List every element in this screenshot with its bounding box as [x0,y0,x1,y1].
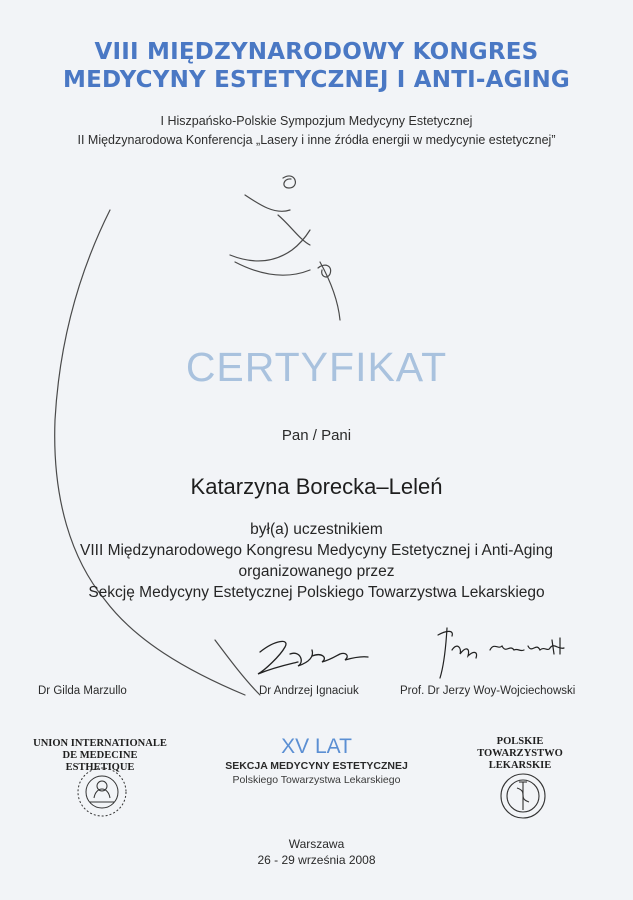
certificate-text-line3: organizowanego przez [238,563,395,580]
section-name: SEKCJA MEDYCYNY ESTETYCZNEJ [225,760,408,772]
uime-name-line1: UNION INTERNATIONALE [33,738,167,749]
recipient-name: Katarzyna Borecka–Leleń [190,474,443,499]
footer-date: 26 - 29 września 2008 [257,853,376,867]
signature-ignaciuk-icon [250,632,380,682]
certificate-text-line4: Sekcję Medycyny Estetycznej Polskiego Towarzystwa Lekarskiego [88,584,545,601]
section-society: Polskiego Towarzystwa Lekarskiego [232,774,401,786]
ptl-name-line2: TOWARZYSTWO LEKARSKIE [477,748,563,771]
ptl-name [450,736,590,772]
certificate-text-line1: był(a) uczestnikiem [250,521,383,538]
signature-woy-wojciechowski-icon [432,620,572,680]
salutation: Pan / Pani [281,427,352,444]
xv-lat-title: XV LAT [281,735,352,758]
conference-subtitle: II Międzynarodowa Konferencja „Lasery i inne źródła energii w medycynie estetycznej” [77,133,556,147]
symposium-subtitle: I Hiszpańsko-Polskie Sympozjum Medycyny Estetycznej [160,114,473,128]
signature-label-ignaciuk: Dr Andrzej Ignaciuk [259,685,359,697]
signature-label-marzullo: Dr Gilda Marzullo [38,685,127,697]
ptl-emblem-icon [498,768,548,824]
ptl-name-line1: POLSKIE [496,736,544,747]
signature-label-woy-wojciechowski: Prof. Dr Jerzy Woy-Wojciechowski [400,685,576,697]
certificate-heading: CERTYFIKAT [185,344,448,390]
uime-name-line2: DE MEDECINE ESTHETIQUE [62,750,138,773]
congress-title-line2: MEDYCYNY ESTETYCZNEJ I ANTI-AGING [63,67,570,93]
footer-city: Warszawa [288,837,345,851]
certificate-text-line2: VIII Międzynarodowego Kongresu Medycyny Estetycznej i Anti-Aging [80,542,553,559]
congress-title-line1: VIII MIĘDZYNARODOWY KONGRES [94,39,539,65]
